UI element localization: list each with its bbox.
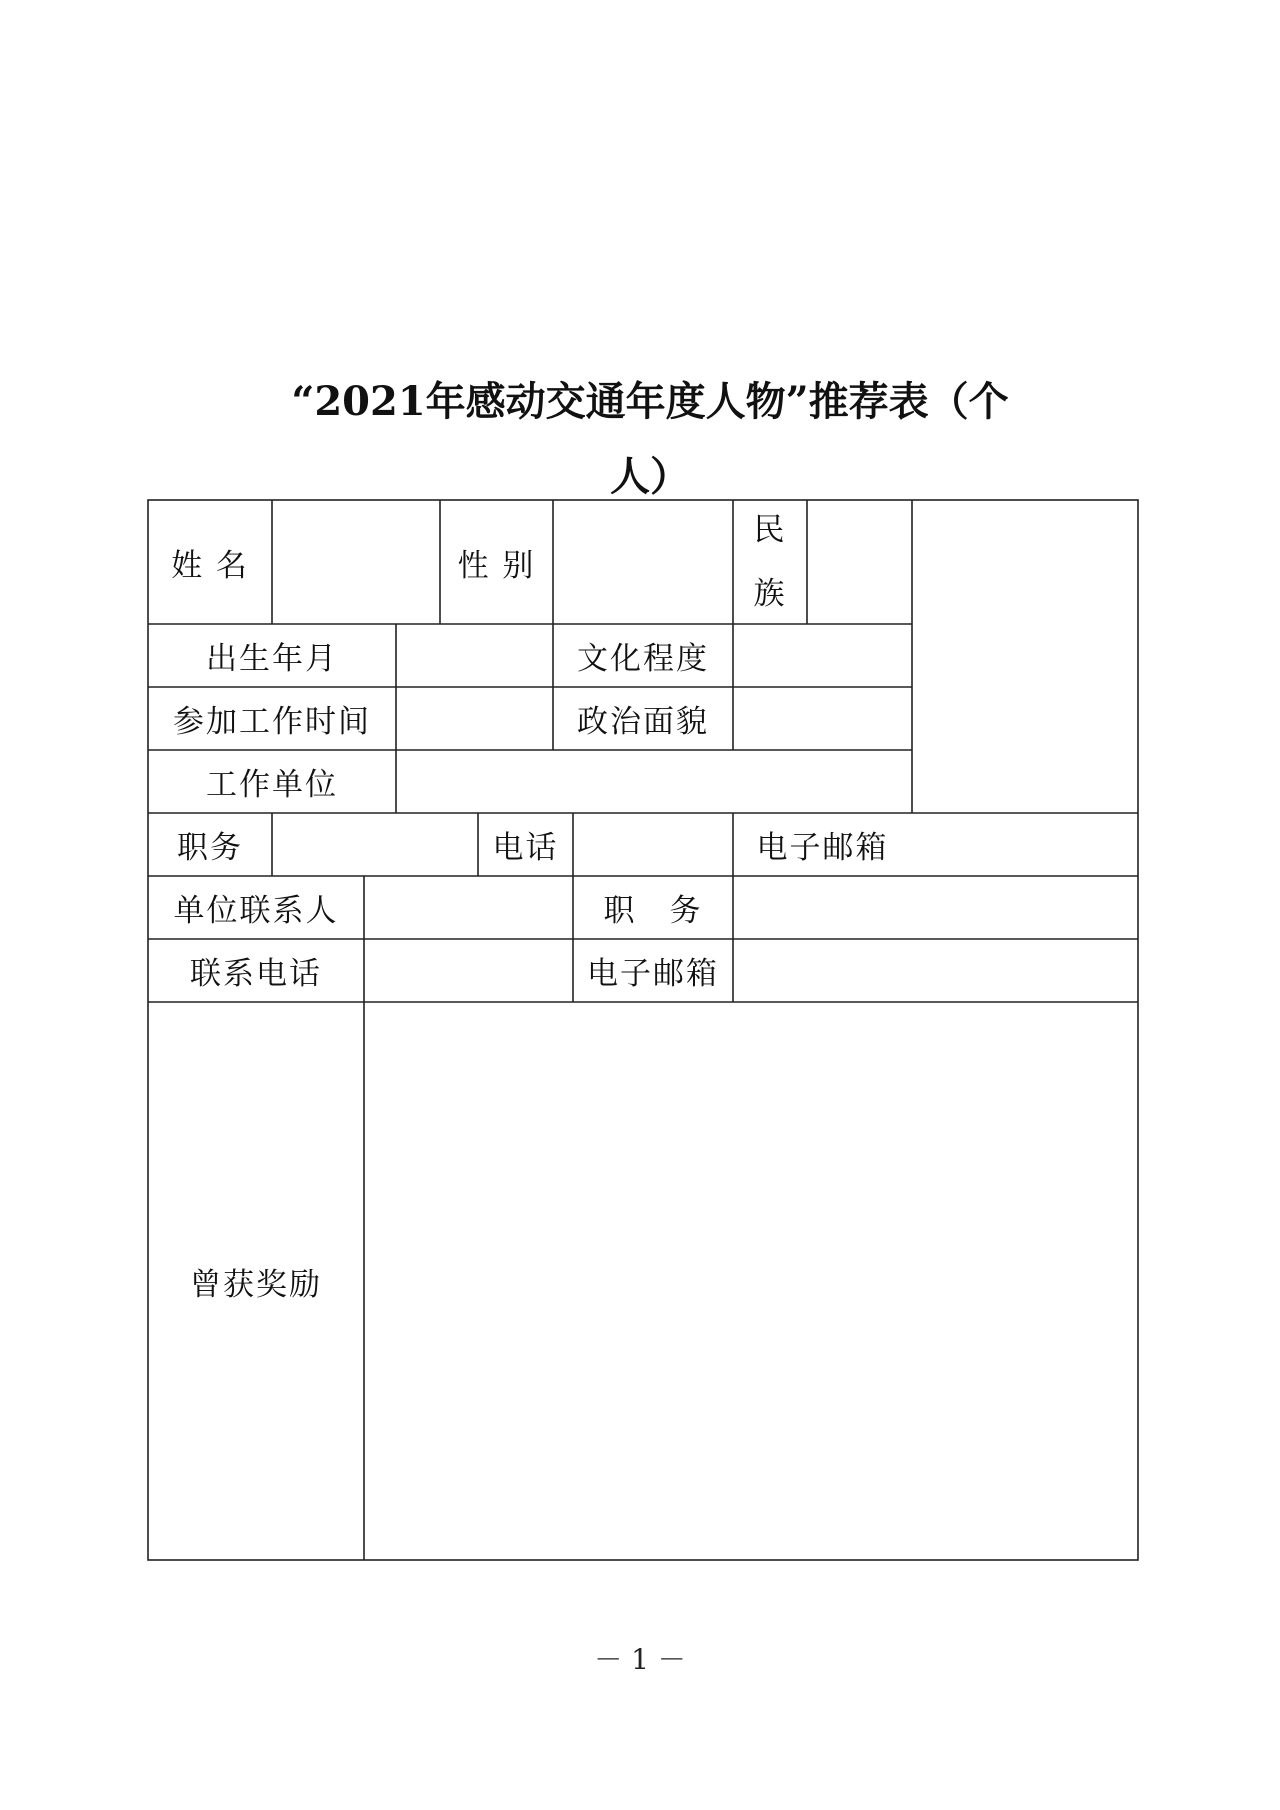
name-field[interactable]	[272, 500, 440, 624]
contact-position-label: 职 务	[603, 893, 703, 929]
phone-field[interactable]	[573, 813, 733, 876]
political-label: 政治面貌	[577, 704, 709, 740]
ethnicity-label-bottom: 族	[753, 576, 787, 612]
education-label: 文化程度	[577, 641, 709, 677]
ethnicity-label-top: 民	[753, 512, 787, 548]
email-field[interactable]	[912, 813, 1138, 876]
phone-label: 电话	[492, 830, 559, 866]
awards-field[interactable]	[364, 1002, 1138, 1560]
gender-field[interactable]	[553, 500, 733, 624]
political-field[interactable]	[733, 687, 912, 750]
contact-phone-field[interactable]	[364, 939, 573, 1002]
employer-field[interactable]	[396, 750, 912, 813]
birth-label: 出生年月	[206, 641, 338, 677]
ethnicity-label	[733, 500, 807, 624]
document-title: “2021年感动交通年度人物”推荐表（个	[291, 378, 1009, 425]
name-label: 姓 名	[171, 547, 249, 584]
page-number: － 1 －	[594, 1643, 686, 1676]
education-field[interactable]	[733, 624, 912, 687]
employer-label: 工作单位	[206, 767, 338, 803]
position-field[interactable]	[272, 813, 478, 876]
email-label: 电子邮箱	[756, 830, 889, 866]
document-title-continued: 人）	[610, 453, 690, 500]
contact-email-field[interactable]	[733, 939, 1138, 1002]
birth-field[interactable]	[396, 624, 553, 687]
gender-label: 性 别	[457, 547, 536, 584]
work-start-field[interactable]	[396, 687, 553, 750]
ethnicity-field[interactable]	[807, 500, 912, 624]
position-label: 职务	[177, 830, 243, 866]
contact-person-label: 单位联系人	[173, 893, 339, 929]
contact-person-field[interactable]	[364, 876, 573, 939]
contact-email-label: 电子邮箱	[587, 956, 719, 992]
contact-position-field[interactable]	[733, 876, 1138, 939]
photo-area[interactable]	[912, 500, 1138, 813]
contact-phone-label: 联系电话	[190, 956, 322, 992]
work-start-label: 参加工作时间	[173, 704, 371, 740]
awards-label: 曾获奖励	[190, 1266, 322, 1303]
